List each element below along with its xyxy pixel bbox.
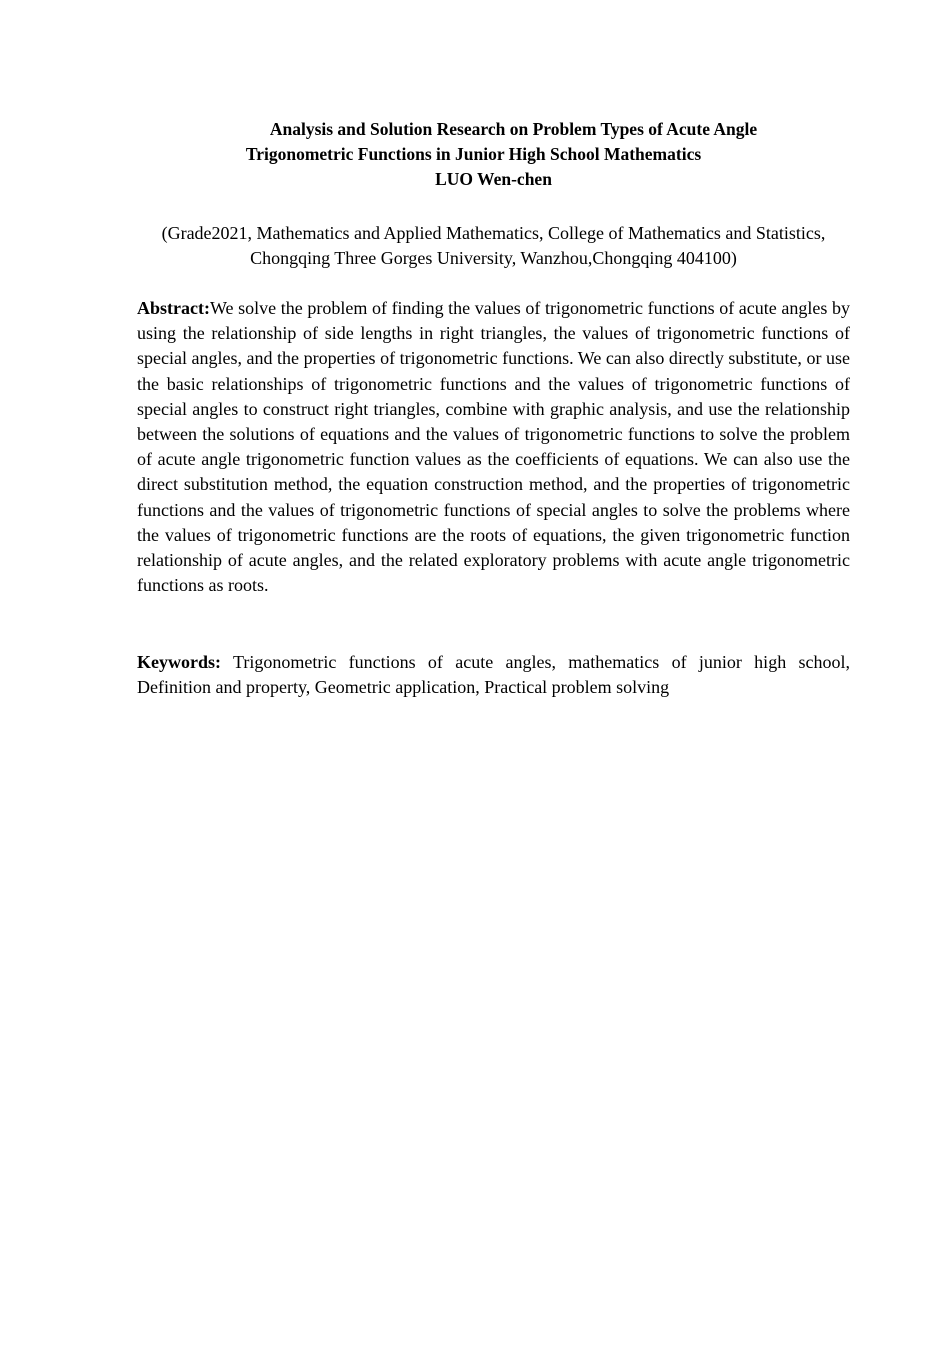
keywords-text: Trigonometric functions of acute angles, mathematics of junior high school, Definition and property, Geometric application, Practical problem solving [137, 652, 850, 698]
affiliation-line-2: Chongqing Three Gorges University, Wanzhou,Chongqing 404100) [250, 248, 737, 268]
author-name: LUO Wen-chen [435, 169, 552, 189]
keywords-paragraph [137, 650, 850, 700]
title-block [137, 117, 850, 192]
abstract-paragraph [137, 296, 850, 598]
abstract-label: Abstract: [137, 298, 210, 318]
abstract-text: We solve the problem of finding the values of trigonometric functions of acute angles by using the relationship of side lengths in right triangles, the values of trigonometric functions of special angles, and the properties of trigonometric functions. We can also directly substitute, or use the basic relationships of trigonometric functions and the values of trigonometric functions of special angles to construct right triangles, combine with graphic analysis, and use the relationship between the solutions of equations and the values of trigonometric functions to solve the problem of acute angle trigonometric function values as the coefficients of equations. We can also use the direct substitution method, the equation construction method, and the properties of trigonometric functions and the values of trigonometric functions of special angles to solve the problems where the values of trigonometric functions are the roots of equations, the given trigonometric function relationship of acute angles, and the related exploratory problems with acute angle trigonometric functions as roots. [137, 298, 850, 596]
paper-title-line-1: Analysis and Solution Research on Problem Types of Acute Angle [269, 119, 758, 139]
paper-title-line-2: Trigonometric Functions in Junior High School Mathematics [245, 144, 702, 164]
affiliation-line-1: (Grade2021, Mathematics and Applied Mathematics, College of Mathematics and Statistics, [161, 223, 826, 243]
author-affiliation [137, 221, 850, 271]
keywords-label: Keywords: [137, 652, 221, 672]
